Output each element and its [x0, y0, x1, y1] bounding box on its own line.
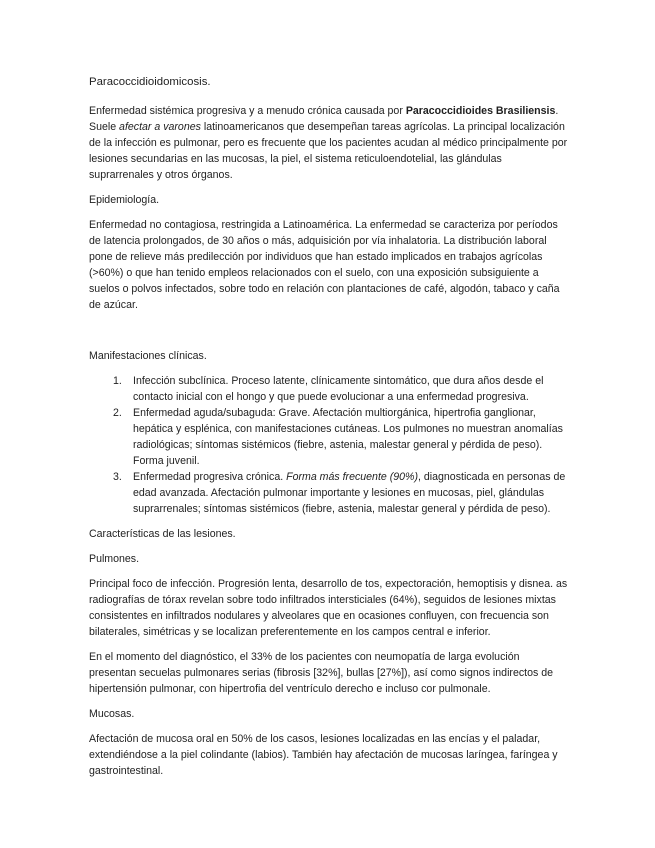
- list-item-text: Enfermedad aguda/subaguda: Grave. Afectación multiorgánica, hipertrofia ganglionar, hepática y esplénica, con manifestaciones cutáneas. Los pulmones no muestran anomalías radiológicas; síntomas sistémicos (fiebre, astenia, malestar general y pérdida de peso). Forma juvenil.: [133, 407, 563, 467]
- caracteristicas-heading: Características de las lesiones.: [89, 528, 236, 540]
- list-item-text-a: Enfermedad progresiva crónica.: [133, 471, 287, 483]
- mucosas-paragraph: Afectación de mucosa oral en 50% de los casos, lesiones localizadas en las encías y el paladar, extendiéndose a la piel colindante (labios). También hay afectación de mucosas laríngea, faríngea y gastrointestinal.: [89, 733, 558, 777]
- intro-text-2: . Suele: [89, 105, 559, 133]
- pulmones-heading: Pulmones.: [89, 553, 140, 565]
- intro-paragraph: [89, 103, 569, 183]
- epidemiologia-heading: Epidemiología.: [89, 194, 160, 206]
- list-item-number: 3.: [113, 471, 122, 483]
- intro-text-3: latinoamericanos que desempeñan tareas agrícolas. La principal localización de la infección es pulmonar, pero es frecuente que los pacientes acudan al médico principalmente por lesiones secundarias en las mucosas, la piel, el sistema reticuloendotelial, las glándulas suprarrenales y otros órganos.: [89, 121, 568, 181]
- list-item: [89, 469, 569, 517]
- pulmones-paragraph-1: Principal foco de infección. Progresión lenta, desarrollo de tos, expectoración, hemoptisis y disnea. as radiografías de tórax revelan sobre todo infiltrados intersticiales (64%), seguidos de lesiones mixtas consistentes en infiltrados nodulares y alveolares que en ocasiones confluyen, con frecuencia son bilaterales, simétricas y se localizan preferentemente en los campos central e inferior.: [89, 578, 568, 638]
- section-spacer: [89, 322, 569, 348]
- manifestaciones-list: [89, 373, 569, 517]
- list-item-number: 1.: [113, 375, 122, 387]
- organism-name: Paracoccidioides Brasiliensis: [405, 105, 556, 117]
- pulmones-paragraph-2: En el momento del diagnóstico, el 33% de los pacientes con neumopatía de larga evolución presentan secuelas pulmonares serias (fibrosis [32%], bullas [27%]), así como signos indirectos de hipertensión pulmonar, con hipertrofia del ventrículo derecho e incluso cor pulmonale.: [89, 651, 553, 695]
- mucosas-heading: Mucosas.: [89, 708, 135, 720]
- manifestaciones-heading: Manifestaciones clínicas.: [89, 350, 207, 362]
- document-page: [89, 74, 569, 788]
- list-item: [89, 405, 569, 469]
- list-item-text-b: , diagnosticada en personas de edad avanzada. Afectación pulmonar importante y lesiones en mucosas, piel, glándulas suprarrenales; síntomas sistémicos (fiebre, astenia, malestar general y pérdida de peso).: [133, 471, 566, 515]
- epidemiologia-paragraph: Enfermedad no contagiosa, restringida a Latinoamérica. La enfermedad se caracteriza por períodos de latencia prolongados, de 30 años o más, adquisición por vía inhalatoria. La distribución laboral pone de relieve más predilección por individuos que han estado implicados en trabajos agrícolas (>60%) o que han tenido empleos relacionados con el suelo, con una exposición subsiguiente a suelos o polvos infectados, sobre todo en relación con plantaciones de café, algodón, tabaco y caña de azúcar.: [89, 219, 560, 311]
- list-item-number: 2.: [113, 407, 122, 419]
- list-item: [89, 373, 569, 405]
- list-item-text-italic: Forma más frecuente (90%): [286, 471, 418, 483]
- intro-affect: afectar a varones: [119, 121, 201, 133]
- document-title: Paracoccidioidomicosis.: [89, 76, 211, 88]
- list-item-text: Infección subclínica. Proceso latente, clínicamente sintomático, que dura años desde el contacto inicial con el hongo y que puede evolucionar a una enfermedad progresiva.: [133, 375, 544, 403]
- list-item-text: [133, 471, 565, 515]
- intro-text-1: Enfermedad sistémica progresiva y a menudo crónica causada por: [89, 105, 406, 117]
